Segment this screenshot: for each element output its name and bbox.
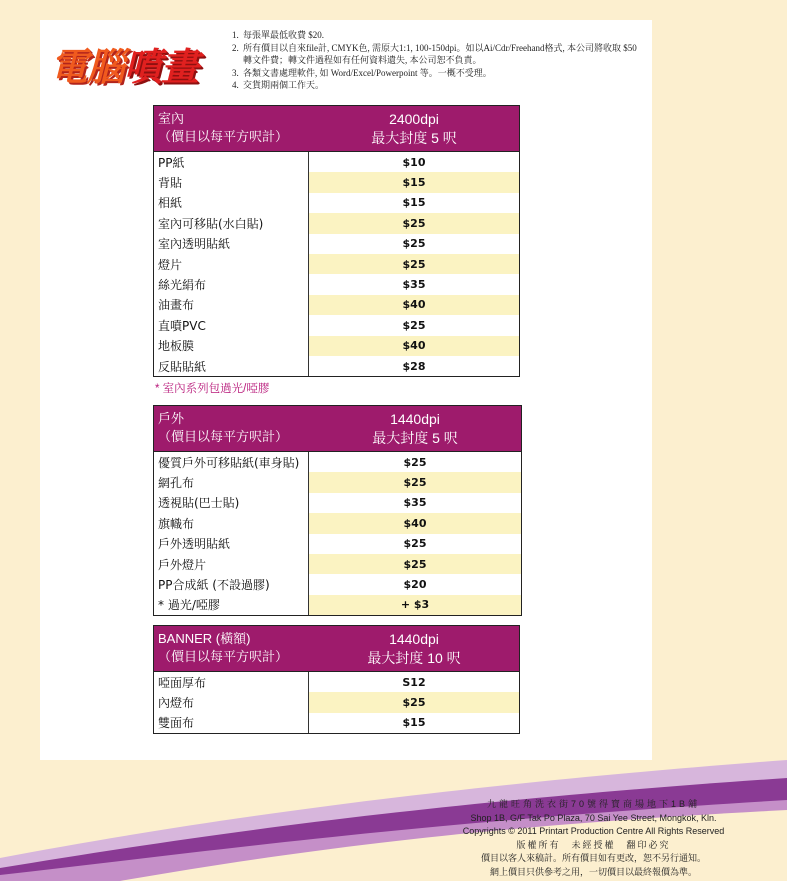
table-row — [154, 534, 521, 554]
term-item — [232, 42, 642, 67]
item-price: $25 — [309, 254, 519, 274]
footer-rights-zh: 版權所有 未經授權 翻印必究 — [516, 839, 671, 850]
table-row — [154, 554, 521, 574]
item-name: 戶外透明貼紙 — [154, 534, 309, 554]
item-price: $15 — [309, 193, 519, 213]
indoor-footnote: * 室內系列包過光/啞膠 — [155, 383, 270, 395]
term-item — [232, 29, 642, 42]
footer-copyright: Copyrights © 2011 Printart Production Centre All Rights Reserved — [462, 826, 725, 836]
item-price: $35 — [309, 493, 521, 513]
item-name: 室內可移貼(水白貼) — [154, 213, 309, 233]
item-name: PP紙 — [154, 152, 309, 172]
table-title: 戶外 — [158, 411, 185, 426]
item-name: 燈片 — [154, 254, 309, 274]
logo — [50, 36, 198, 91]
term-text: 交貨期兩個工作天。 — [243, 80, 325, 90]
term-text: 各類文書處理軟件, 如 Word/Excel/Powerpoint 等。一概不受理。 — [243, 67, 492, 78]
table-row — [154, 595, 521, 615]
table-title: BANNER (橫額) — [158, 631, 251, 646]
item-name: 戶外燈片 — [154, 554, 309, 574]
table-row — [154, 493, 521, 513]
item-price: + $3 — [309, 595, 521, 615]
item-price: $40 — [309, 295, 519, 315]
indoor-price-table — [153, 105, 520, 377]
item-price: $25 — [309, 234, 519, 254]
item-name: 雙面布 — [154, 713, 309, 733]
item-price: $28 — [309, 356, 519, 376]
item-price: $25 — [309, 554, 521, 574]
item-name: * 過光/啞膠 — [154, 595, 309, 615]
table-row — [154, 172, 519, 192]
item-name: 地板膜 — [154, 336, 309, 356]
item-name: 絲光絹布 — [154, 274, 309, 294]
item-name: 室內透明貼紙 — [154, 234, 309, 254]
item-price: $25 — [309, 315, 519, 335]
footer-disclaimer: 網上價目只供參考之用，一切價目以最終報價為準。 — [489, 866, 697, 877]
max-width-label: 最大封度 5 呎 — [372, 430, 458, 446]
max-width-label: 最大封度 10 呎 — [367, 650, 461, 666]
logo-part-computer: 電腦 — [50, 45, 125, 89]
footer-address-zh: 九龍旺角洗衣街70號得寶商場地下1B舖 — [486, 799, 701, 809]
dpi-label: 1440dpi — [390, 411, 440, 427]
table-row — [154, 513, 521, 533]
terms-list — [232, 29, 642, 92]
item-name: 旗幟布 — [154, 513, 309, 533]
banner-price-table — [153, 625, 520, 734]
item-name: 背貼 — [154, 172, 309, 192]
term-number: 1. — [232, 30, 239, 40]
table-row — [154, 274, 519, 294]
item-price: $15 — [309, 172, 519, 192]
dpi-label: 2400dpi — [389, 111, 439, 127]
max-width-label: 最大封度 5 呎 — [371, 130, 457, 146]
item-name: 相紙 — [154, 193, 309, 213]
item-price: $25 — [309, 472, 521, 492]
term-item — [232, 67, 642, 80]
item-price: $35 — [309, 274, 519, 294]
item-price: $20 — [309, 574, 521, 594]
table-subtitle: （價目以每平方呎計） — [158, 429, 289, 444]
table-subtitle: （價目以每平方呎計） — [158, 649, 289, 664]
item-price: $25 — [309, 534, 521, 554]
term-item — [232, 79, 642, 92]
table-title: 室內 — [158, 111, 185, 126]
item-name: 油畫布 — [154, 295, 309, 315]
table-row — [154, 336, 519, 356]
item-price: $25 — [309, 213, 519, 233]
item-price: $15 — [309, 713, 519, 733]
table-row — [154, 713, 519, 733]
term-number: 4. — [232, 80, 239, 90]
footer-info — [400, 798, 787, 879]
item-price: $10 — [309, 152, 519, 172]
item-name: 透視貼(巴士貼) — [154, 493, 309, 513]
table-row — [154, 452, 521, 472]
item-name: 啞面厚布 — [154, 672, 309, 692]
table-row — [154, 295, 519, 315]
table-row — [154, 193, 519, 213]
item-name: 反貼貼紙 — [154, 356, 309, 376]
item-name: 優質戶外可移貼紙(車身貼) — [154, 452, 309, 472]
table-header — [154, 406, 521, 452]
table-row — [154, 356, 519, 376]
table-subtitle: （價目以每平方呎計） — [158, 129, 289, 144]
item-price: $40 — [309, 513, 521, 533]
table-row — [154, 234, 519, 254]
item-price: $25 — [309, 452, 521, 472]
table-row — [154, 472, 521, 492]
item-name: 網孔布 — [154, 472, 309, 492]
term-text: 所有價目以自來file計, CMYK色, 需原大1:1, 100-150dpi。如以Ai/Cdr/Freehand格式, 本公司將收取 $50 轉文件費；轉文件過程如有任何資料遺失, 本公司恕不負責。 — [243, 42, 637, 65]
table-row — [154, 692, 519, 712]
term-text: 每張單最低收費 $20. — [243, 30, 325, 40]
footer-disclaimer: 價目以客人來稿計。所有價目如有更改，恕不另行通知。 — [480, 853, 706, 863]
table-row — [154, 672, 519, 692]
table-row — [154, 152, 519, 172]
item-price: S12 — [309, 672, 519, 692]
table-row — [154, 315, 519, 335]
outdoor-price-table — [153, 405, 522, 616]
table-row — [154, 213, 519, 233]
logo-part-inkjet: 噴畫 — [124, 45, 199, 89]
item-name: 直噴PVC — [154, 315, 309, 335]
table-header — [154, 626, 519, 672]
term-number: 2. — [232, 42, 239, 53]
term-number: 3. — [232, 67, 239, 78]
table-row — [154, 574, 521, 594]
item-price: $25 — [309, 692, 519, 712]
item-name: 內燈布 — [154, 692, 309, 712]
item-price: $40 — [309, 336, 519, 356]
table-row — [154, 254, 519, 274]
table-header — [154, 106, 519, 152]
footer-address-en: Shop 1B, G/F Tak Po Plaza, 70 Sai Yee Street, Mongkok, Kln. — [470, 812, 717, 823]
item-name: PP合成紙 (不設過膠) — [154, 574, 309, 594]
dpi-label: 1440dpi — [389, 631, 439, 647]
